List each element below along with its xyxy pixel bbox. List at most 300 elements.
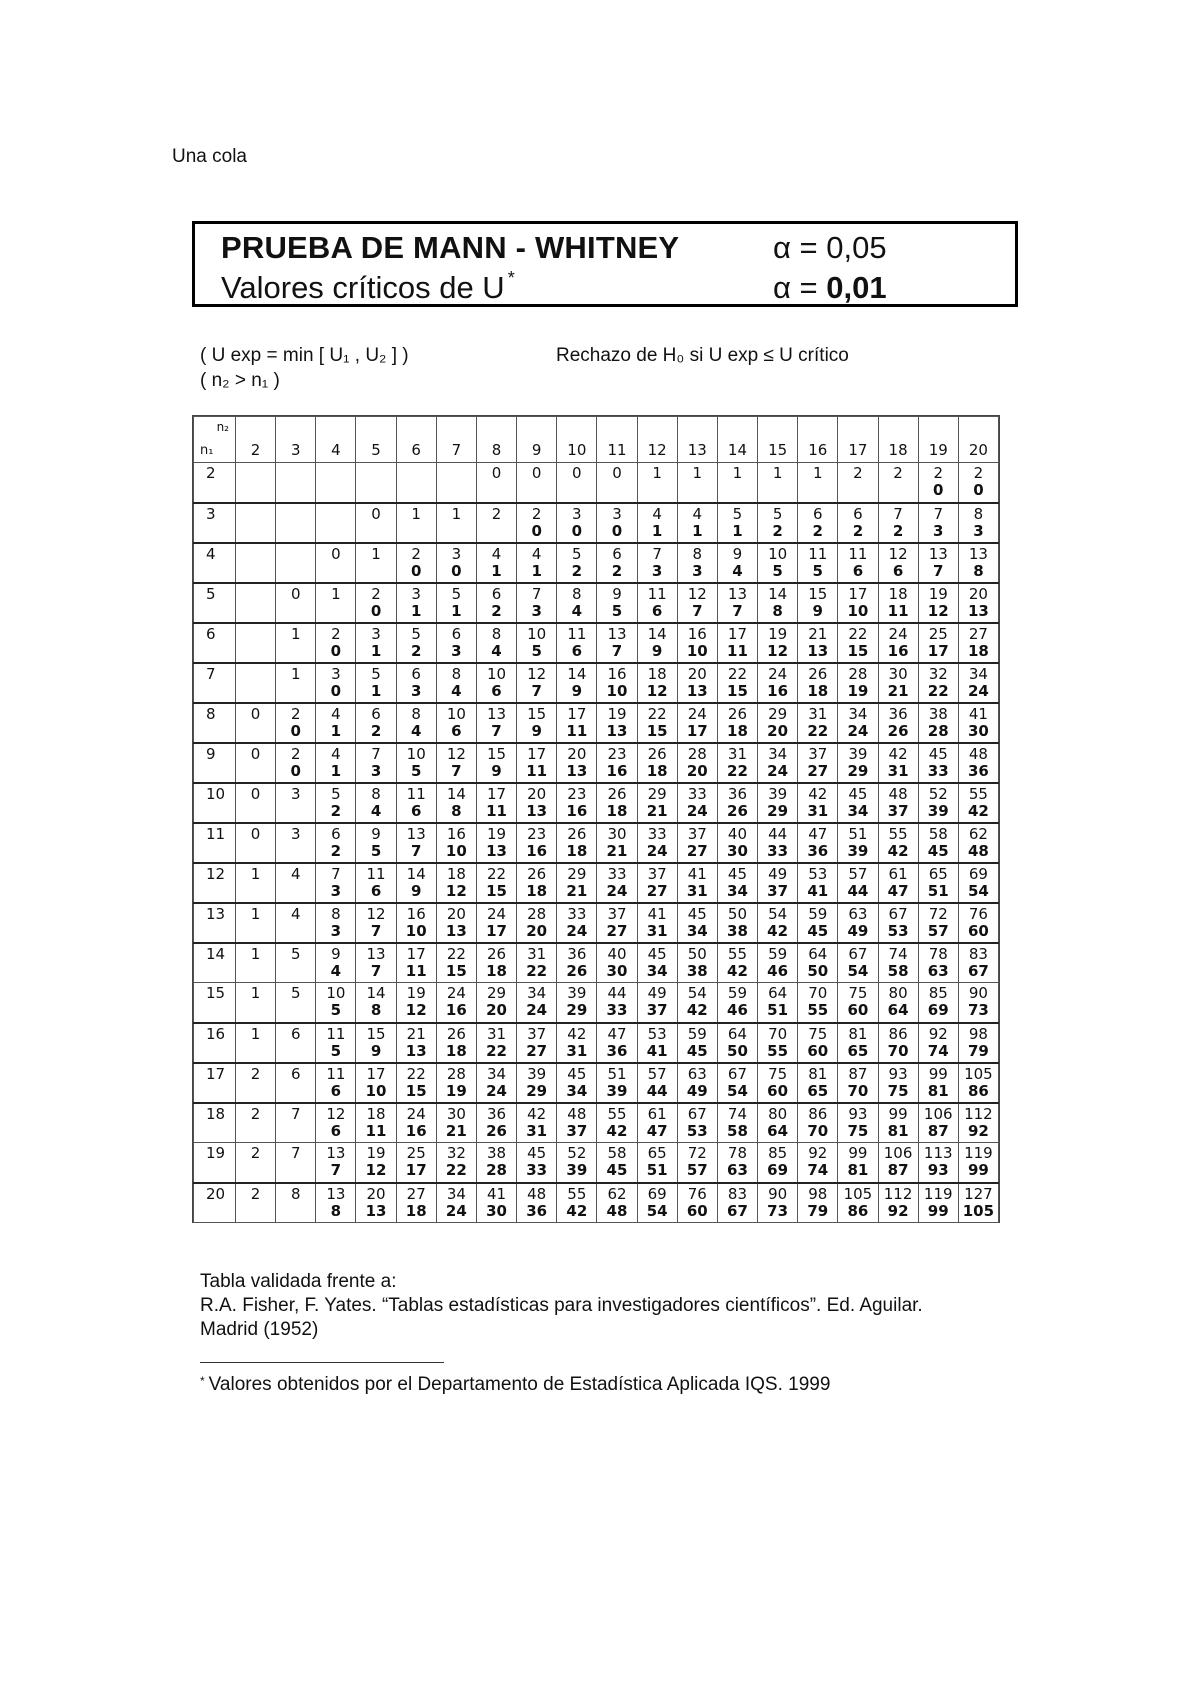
critical-value-005: 40 (607, 944, 627, 963)
critical-value-005: 8 (371, 784, 381, 803)
critical-value-005: 87 (848, 1064, 868, 1083)
critical-value-001: 34 (727, 881, 748, 900)
table-cell (476, 1103, 516, 1143)
table-cell (476, 823, 516, 863)
critical-value-005: 34 (446, 1184, 466, 1203)
critical-value-001: 58 (727, 1121, 748, 1140)
table-cell (918, 583, 958, 623)
critical-value-005: 52 (928, 784, 948, 803)
critical-value-001: 53 (887, 921, 909, 940)
table-cell (677, 823, 717, 863)
critical-value-005: 64 (808, 944, 828, 963)
critical-value-001: 0 (451, 561, 462, 580)
critical-value-001: 60 (967, 921, 989, 940)
table-cell (637, 743, 677, 783)
critical-value-001: 12 (405, 1001, 427, 1019)
critical-value-001: 70 (847, 1081, 869, 1100)
critical-value-005: 13 (406, 824, 426, 843)
critical-value-005: 83 (727, 1184, 747, 1203)
page-heading: Una cola (172, 146, 247, 167)
table-cell (476, 703, 516, 743)
critical-value-005: 23 (607, 744, 627, 763)
critical-value-005: 10 (486, 664, 507, 683)
table-cell (557, 743, 597, 783)
critical-value-001: 4 (491, 641, 502, 660)
critical-value-001: 60 (767, 1081, 789, 1100)
critical-value-005: 37 (687, 824, 707, 843)
table-cell (517, 983, 557, 1023)
critical-value-005: 62 (607, 1184, 627, 1203)
table-cell (838, 1063, 878, 1103)
critical-value-005: 36 (486, 1104, 507, 1123)
critical-value-001: 13 (606, 721, 628, 740)
critical-value-001: 60 (807, 1041, 829, 1060)
table-cell (878, 583, 918, 623)
critical-value-005: 34 (848, 704, 868, 723)
table-cell (517, 943, 557, 983)
table-cell (396, 663, 436, 703)
table-cell (517, 703, 557, 743)
critical-value-001: 2 (571, 561, 583, 580)
table-cell (396, 703, 436, 743)
table-cell (758, 863, 798, 903)
critical-value-005 (236, 664, 275, 666)
col-header-n2: 13 (677, 417, 717, 463)
critical-value-001: 8 (973, 561, 984, 580)
critical-value-005: 5 (572, 544, 582, 563)
critical-value-005: 33 (607, 864, 627, 883)
critical-value-005: 20 (366, 1184, 386, 1203)
critical-value-001: 20 (486, 1001, 507, 1019)
table-cell (436, 663, 476, 703)
critical-value-005: 10 (326, 984, 346, 1002)
col-header-n2: 2 (236, 417, 276, 463)
critical-value-005: 2 (331, 624, 341, 643)
table-cell (958, 903, 998, 943)
critical-value-001: 1 (531, 561, 542, 580)
critical-value-001: 5 (531, 641, 542, 660)
critical-value-005: 98 (808, 1184, 828, 1203)
table-row (194, 1103, 999, 1143)
critical-value-005: 83 (968, 944, 988, 963)
critical-value-001: 6 (330, 1081, 342, 1100)
subtitle-star: * (507, 268, 515, 288)
table-cell (517, 503, 557, 543)
critical-value-005: 32 (446, 1144, 466, 1162)
critical-value-005: 51 (607, 1064, 627, 1083)
table-cell (396, 543, 436, 583)
col-header-n2: 10 (557, 417, 597, 463)
critical-value-001: 38 (686, 961, 708, 980)
table-cell (557, 983, 597, 1023)
critical-value-005: 59 (768, 944, 788, 963)
table-cell (557, 703, 597, 743)
table-cell (677, 1183, 717, 1223)
critical-value-001: 93 (927, 1161, 949, 1179)
critical-value-001: 75 (847, 1121, 869, 1140)
critical-value-001: 13 (686, 681, 708, 700)
critical-value-005: 7 (933, 504, 943, 523)
critical-value-005: 90 (768, 1184, 788, 1203)
critical-value-005: 42 (808, 784, 828, 803)
critical-value-001: 3 (973, 521, 984, 540)
critical-value-005: 17 (727, 624, 747, 643)
critical-value-005: 2 (411, 544, 421, 563)
table-cell (597, 543, 637, 583)
table-cell (316, 783, 356, 823)
critical-value-005: 6 (411, 664, 421, 683)
table-cell (476, 903, 516, 943)
table-cell (958, 983, 998, 1023)
critical-value-001: 4 (410, 721, 422, 740)
critical-value-005: 12 (527, 664, 547, 683)
critical-value-005: 24 (446, 984, 466, 1002)
critical-value-001: 7 (933, 561, 944, 580)
critical-value-005: 26 (727, 704, 747, 723)
critical-value-001: 6 (571, 641, 583, 660)
critical-value-001: 13 (566, 761, 588, 780)
critical-value-001: 63 (727, 1161, 748, 1179)
critical-value-005: 4 (491, 544, 502, 563)
corner-n2: n₂ (216, 420, 229, 434)
critical-value-001: 16 (566, 801, 588, 820)
critical-value-001: 15 (646, 721, 668, 740)
table-cell (396, 1183, 436, 1223)
table-cell (758, 703, 798, 743)
table-cell (597, 903, 637, 943)
critical-value-001: 0 (330, 641, 342, 660)
critical-value-001: 33 (526, 1161, 548, 1179)
critical-value-005: 15 (486, 744, 507, 763)
table-cell (918, 463, 958, 503)
critical-value-005: 81 (808, 1064, 828, 1083)
critical-value-001: 31 (807, 801, 829, 820)
critical-value-005 (236, 544, 275, 546)
table-cell (557, 503, 597, 543)
critical-value-005: 6 (290, 1024, 301, 1043)
table-cell (236, 623, 276, 663)
critical-value-005: 59 (687, 1024, 707, 1043)
critical-value-005: 20 (527, 784, 547, 803)
critical-value-001: 74 (927, 1041, 949, 1060)
row-header-n1: 5 (194, 583, 236, 623)
critical-value-005: 119 (964, 1144, 993, 1162)
critical-value-005: 54 (768, 904, 788, 923)
critical-value-001: 17 (486, 921, 507, 940)
critical-value-001: 2 (892, 521, 904, 540)
critical-value-001: 11 (405, 961, 427, 980)
critical-value-005: 27 (406, 1184, 426, 1203)
table-cell (878, 1103, 918, 1143)
critical-value-005: 15 (527, 704, 547, 723)
critical-value-001: 37 (767, 881, 789, 900)
table-cell (436, 623, 476, 663)
critical-value-005: 13 (326, 1184, 346, 1203)
critical-value-005: 65 (928, 864, 948, 883)
critical-value-001: 16 (405, 1121, 427, 1140)
table-cell (356, 823, 396, 863)
critical-value-005: 30 (607, 824, 627, 843)
critical-value-005: 1 (772, 464, 783, 482)
critical-value-005: 70 (808, 984, 828, 1002)
critical-value-001: 18 (486, 961, 507, 980)
table-cell (758, 1183, 798, 1223)
table-cell (557, 463, 597, 503)
critical-value-001: 13 (807, 641, 829, 660)
table-cell (396, 1063, 436, 1103)
table-cell (878, 1143, 918, 1183)
critical-value-005: 44 (768, 824, 788, 843)
critical-value-001: 30 (606, 961, 628, 980)
critical-value-001: 0 (290, 761, 301, 780)
table-cell (958, 863, 998, 903)
critical-value-001: 79 (967, 1041, 989, 1060)
table-cell (276, 623, 316, 663)
critical-value-001: 5 (410, 761, 422, 780)
table-cell (918, 783, 958, 823)
table-cell (597, 863, 637, 903)
table-cell (476, 743, 516, 783)
table-cell (717, 623, 757, 663)
critical-value-001: 1 (692, 521, 703, 540)
critical-value-005: 29 (486, 984, 507, 1002)
critical-value-005: 47 (607, 1024, 627, 1043)
col-header-n2: 16 (798, 417, 838, 463)
critical-value-001: 12 (646, 681, 668, 700)
critical-value-001: 81 (847, 1161, 869, 1179)
table-cell (276, 783, 316, 823)
table-cell (958, 783, 998, 823)
table-cell (717, 903, 757, 943)
table-cell (637, 543, 677, 583)
table-cell (356, 503, 396, 543)
table-cell (316, 943, 356, 983)
critical-value-005: 3 (451, 544, 462, 563)
critical-value-001: 64 (887, 1001, 909, 1019)
critical-value-001: 49 (686, 1081, 708, 1100)
table-cell (557, 623, 597, 663)
critical-value-005: 6 (290, 1064, 301, 1083)
critical-value-001: 9 (531, 721, 542, 740)
critical-value-001: 21 (566, 881, 588, 900)
table-row (194, 783, 999, 823)
critical-value-001: 19 (847, 681, 869, 700)
table-row (194, 503, 999, 543)
table-cell (958, 623, 998, 663)
critical-value-001: 54 (847, 961, 869, 980)
critical-value-005: 6 (491, 584, 502, 603)
table-cell (637, 1023, 677, 1063)
critical-value-005: 26 (527, 864, 547, 883)
critical-value-005: 11 (406, 784, 426, 803)
critical-value-005: 75 (808, 1024, 828, 1043)
critical-value-005: 45 (687, 904, 707, 923)
critical-value-005: 20 (567, 744, 587, 763)
critical-value-005: 19 (486, 824, 507, 843)
critical-value-005: 0 (491, 464, 502, 482)
critical-value-005: 36 (567, 944, 587, 963)
footnote-divider (200, 1362, 444, 1363)
critical-value-001: 21 (887, 681, 909, 700)
critical-value-005: 24 (406, 1104, 426, 1123)
critical-value-001: 46 (727, 1001, 748, 1019)
critical-value-005: 7 (652, 544, 662, 563)
critical-value-001: 12 (365, 1161, 387, 1179)
critical-value-005: 51 (848, 824, 868, 843)
critical-value-001: 13 (526, 801, 548, 820)
critical-value-005: 5 (290, 944, 301, 963)
table-cell (356, 583, 396, 623)
table-cell (316, 1063, 356, 1103)
table-cell (276, 1143, 316, 1183)
critical-value-005: 26 (486, 944, 507, 963)
critical-value-005: 74 (888, 944, 908, 963)
table-cell (637, 663, 677, 703)
critical-value-001: 10 (365, 1081, 387, 1100)
critical-value-005: 17 (848, 584, 868, 603)
critical-value-005: 1 (812, 464, 823, 482)
critical-value-001: 8 (772, 601, 783, 620)
critical-value-001: 57 (686, 1161, 708, 1179)
critical-value-005: 18 (888, 584, 908, 603)
critical-value-001: 10 (847, 601, 869, 620)
critical-value-005: 2 (853, 464, 863, 482)
table-cell (316, 863, 356, 903)
corner-n1: n₁ (200, 443, 214, 458)
critical-value-001: 13 (445, 921, 467, 940)
critical-value-001: 47 (646, 1121, 668, 1140)
table-cell (838, 1183, 878, 1223)
critical-value-005: 31 (486, 1024, 507, 1043)
table-cell (356, 1063, 396, 1103)
critical-value-005: 13 (326, 1144, 346, 1162)
table-cell (637, 1183, 677, 1223)
critical-value-005: 30 (446, 1104, 466, 1123)
critical-value-005: 14 (567, 664, 587, 683)
table-row (194, 703, 999, 743)
critical-value-005: 0 (371, 504, 381, 523)
critical-value-005: 26 (446, 1024, 466, 1043)
critical-value-005: 19 (768, 624, 788, 643)
critical-value-005: 3 (612, 504, 622, 523)
critical-value-005: 0 (250, 784, 261, 803)
row-header-n1: 12 (194, 863, 236, 903)
table-cell (717, 1023, 757, 1063)
critical-value-005: 29 (567, 864, 587, 883)
critical-value-005: 4 (331, 704, 341, 723)
table-cell (758, 463, 798, 503)
table-cell (276, 463, 316, 503)
row-header-n1: 3 (194, 503, 236, 543)
table-cell (878, 463, 918, 503)
critical-value-005: 24 (687, 704, 707, 723)
critical-value-001: 99 (927, 1201, 949, 1220)
table-cell (717, 743, 757, 783)
table-cell (517, 743, 557, 783)
critical-value-001: 12 (445, 881, 467, 900)
critical-value-001: 2 (772, 521, 783, 540)
table-cell (677, 1143, 717, 1183)
critical-value-001: 11 (887, 601, 909, 620)
critical-value-001: 31 (646, 921, 668, 940)
critical-value-005: 112 (883, 1184, 913, 1203)
critical-value-001: 87 (887, 1161, 909, 1179)
row-header-n1: 11 (194, 823, 236, 863)
table-cell (316, 703, 356, 743)
row-header-n1: 7 (194, 663, 236, 703)
critical-value-005: 1 (250, 864, 261, 883)
critical-value-005: 2 (491, 504, 502, 523)
table-cell (236, 1103, 276, 1143)
critical-value-005: 12 (888, 544, 908, 563)
table-cell (316, 503, 356, 543)
table-cell (396, 463, 436, 503)
critical-value-001: 34 (646, 961, 668, 980)
critical-value-001: 5 (812, 561, 823, 580)
critical-value-005: 9 (371, 824, 381, 843)
footnote (200, 1374, 830, 1396)
critical-value-001: 0 (933, 481, 944, 499)
row-header-n1: 10 (194, 783, 236, 823)
critical-value-005 (276, 504, 315, 506)
critical-value-005: 99 (888, 1104, 908, 1123)
table-cell (396, 623, 436, 663)
table-cell (918, 1143, 958, 1183)
critical-value-005: 55 (607, 1104, 627, 1123)
critical-value-001: 19 (445, 1081, 467, 1100)
critical-value-001: 34 (686, 921, 708, 940)
table-cell (918, 543, 958, 583)
table-cell (597, 1063, 637, 1103)
critical-value-001: 0 (330, 681, 342, 700)
critical-value-005: 50 (687, 944, 707, 963)
table-cell (597, 1023, 637, 1063)
critical-value-005: 75 (768, 1064, 788, 1083)
critical-value-005 (437, 463, 476, 465)
critical-value-001: 60 (686, 1201, 708, 1220)
critical-value-001: 45 (807, 921, 829, 940)
critical-value-005: 19 (406, 984, 426, 1002)
critical-value-005: 45 (647, 944, 667, 963)
critical-value-005: 23 (527, 824, 547, 843)
table-cell (517, 1183, 557, 1223)
table-cell (316, 983, 356, 1023)
table-cell (918, 943, 958, 983)
critical-value-005: 1 (732, 464, 743, 482)
table-cell (597, 743, 637, 783)
table-cell (798, 983, 838, 1023)
critical-value-005: 1 (250, 984, 261, 1002)
critical-value-001: 18 (646, 761, 668, 780)
critical-value-001: 31 (887, 761, 909, 780)
critical-value-005 (316, 463, 355, 465)
table-cell (677, 463, 717, 503)
critical-value-005: 22 (446, 944, 466, 963)
critical-value-005: 11 (326, 1024, 346, 1043)
table-cell (557, 943, 597, 983)
critical-value-005: 92 (928, 1024, 948, 1043)
table-row (194, 1183, 999, 1223)
critical-value-001: 1 (491, 561, 502, 580)
table-cell (476, 623, 516, 663)
critical-value-001: 3 (330, 881, 342, 900)
critical-value-001: 5 (370, 841, 382, 860)
critical-value-005: 85 (768, 1144, 788, 1162)
critical-value-001: 81 (887, 1121, 909, 1140)
critical-value-005: 18 (446, 864, 466, 883)
critical-value-005: 99 (928, 1064, 948, 1083)
critical-value-005: 31 (527, 944, 547, 963)
